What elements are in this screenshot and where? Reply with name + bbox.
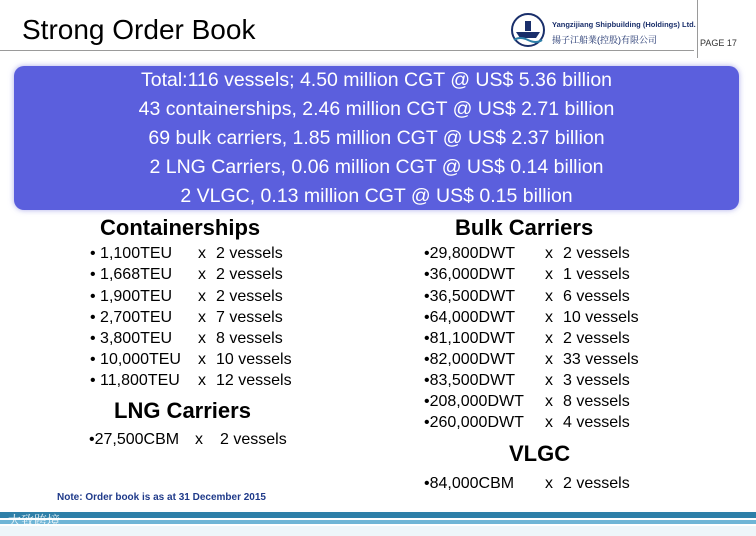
vessel-spec: • 2,700TEU: [90, 309, 173, 326]
times-sign: x: [545, 372, 553, 389]
vessel-spec: • 1,900TEU: [90, 288, 173, 305]
times-sign: x: [545, 309, 553, 326]
page-indicator: [700, 38, 737, 48]
times-sign: x: [195, 431, 203, 448]
bulk-carriers-heading: Bulk Carriers: [455, 215, 594, 240]
company-name-en: Yangzijiang Shipbuilding (Holdings) Ltd.: [552, 20, 696, 29]
vessel-spec: •27,500CBM: [89, 431, 180, 448]
vessel-spec: •82,000DWT: [424, 351, 515, 368]
vessel-count: 1 vessels: [563, 266, 630, 283]
vessel-spec: • 3,800TEU: [90, 330, 173, 347]
company-name-cn: 揚子江船業(控股)有限公司: [552, 35, 657, 45]
lng-carriers-heading: LNG Carriers: [114, 398, 251, 423]
vessel-spec: •36,000DWT: [424, 266, 515, 283]
page-number: 17: [726, 38, 737, 48]
vessel-spec: •208,000DWT: [424, 393, 524, 410]
summary-line-lng: 2 LNG Carriers, 0.06 million CGT @ US$ 0.14 billion: [149, 156, 604, 178]
times-sign: x: [545, 245, 553, 262]
summary-line-vlgc: 2 VLGC, 0.13 million CGT @ US$ 0.15 billion: [180, 185, 573, 207]
vessel-spec: • 1,100TEU: [90, 245, 173, 262]
footer-bar: [0, 512, 756, 518]
times-sign: x: [545, 351, 553, 368]
vessel-spec: • 1,668TEU: [90, 266, 173, 283]
vessel-spec: •84,000CBM: [424, 475, 515, 492]
times-sign: x: [545, 414, 553, 431]
times-sign: x: [198, 245, 206, 262]
vessel-count: 2 vessels: [216, 288, 283, 305]
vessel-count: 2 vessels: [220, 431, 287, 448]
vessel-count: 10 vessels: [216, 351, 292, 368]
vessel-count: 6 vessels: [563, 288, 630, 305]
vessel-count: 7 vessels: [216, 309, 283, 326]
order-summary-box: [14, 66, 739, 210]
vessel-spec: • 11,800TEU: [90, 372, 180, 389]
vessel-spec: •260,000DWT: [424, 414, 524, 431]
page-label: PAGE: [700, 38, 725, 48]
company-logo: [510, 12, 696, 52]
vessel-count: 2 vessels: [563, 245, 630, 262]
vessel-spec: •29,800DWT: [424, 245, 515, 262]
times-sign: x: [545, 288, 553, 305]
order-book-note: Note: Order book is as at 31 December 2015: [57, 492, 266, 503]
vessel-spec: •83,500DWT: [424, 372, 515, 389]
ship-logo-icon: [510, 12, 546, 48]
summary-line-bulk: 69 bulk carriers, 1.85 million CGT @ US$ 2.37 billion: [148, 127, 605, 149]
times-sign: x: [198, 309, 206, 326]
vessel-count: 12 vessels: [216, 372, 292, 389]
vessel-count: 2 vessels: [216, 266, 283, 283]
vessel-count: 10 vessels: [563, 309, 639, 326]
vessel-count: 2 vessels: [563, 475, 630, 492]
times-sign: x: [545, 330, 553, 347]
footer-bar-light: [0, 520, 756, 524]
slide-title: Strong Order Book: [22, 14, 256, 45]
vessel-spec: •64,000DWT: [424, 309, 515, 326]
times-sign: x: [198, 266, 206, 283]
vessel-count: 2 vessels: [563, 330, 630, 347]
watermark: 大致跨境: [8, 513, 61, 528]
vessel-spec: • 10,000TEU: [90, 351, 181, 368]
vessel-spec: •81,100DWT: [424, 330, 515, 347]
vlgc-heading: VLGC: [509, 441, 571, 466]
times-sign: x: [198, 288, 206, 305]
times-sign: x: [198, 372, 206, 389]
footer-bar-base: [0, 526, 756, 536]
vessel-count: 4 vessels: [563, 414, 630, 431]
times-sign: x: [545, 266, 553, 283]
vessel-count: 8 vessels: [563, 393, 630, 410]
times-sign: x: [545, 475, 553, 492]
vessel-count: 8 vessels: [216, 330, 283, 347]
times-sign: x: [545, 393, 553, 410]
vessel-spec: •36,500DWT: [424, 288, 515, 305]
times-sign: x: [198, 351, 206, 368]
times-sign: x: [198, 330, 206, 347]
containerships-heading: Containerships: [100, 215, 261, 240]
vessel-count: 3 vessels: [563, 372, 630, 389]
summary-line-total: Total:116 vessels; 4.50 million CGT @ US$ 5.36 billion: [140, 69, 613, 91]
vessel-count: 33 vessels: [563, 351, 639, 368]
summary-line-containerships: 43 containerships, 2.46 million CGT @ US$ 2.71 billion: [138, 98, 615, 120]
vessel-count: 2 vessels: [216, 245, 283, 262]
header-vertical-divider: [697, 0, 698, 58]
